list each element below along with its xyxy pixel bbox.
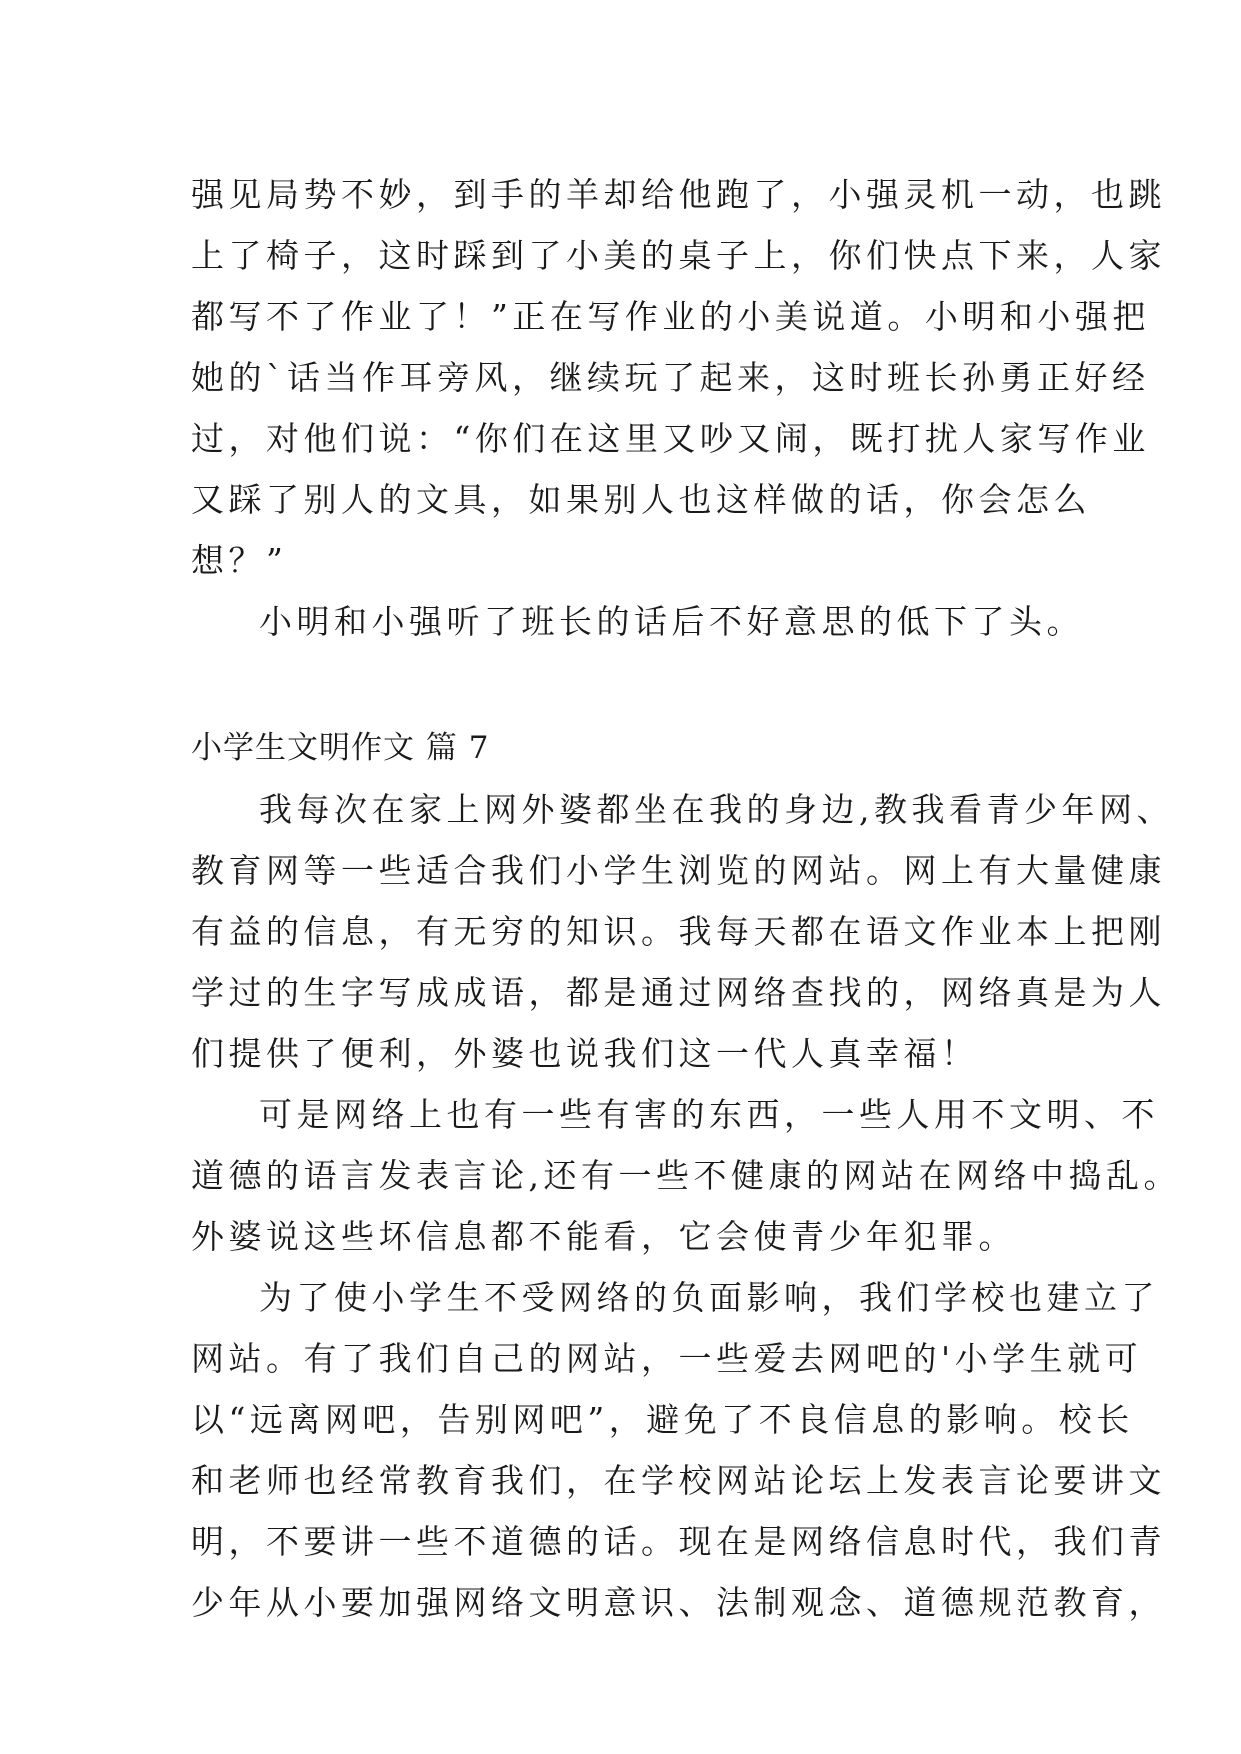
text-line: 想？”	[191, 541, 288, 580]
text-line: 网站。有了我们自己的网站，一些爱去网吧的'小学生就可	[191, 1339, 1143, 1378]
text-line: 学过的生字写成成语，都是通过网络查找的，网络真是为人	[191, 973, 1166, 1012]
text-line: 有益的信息，有无穷的知识。我每天都在语文作业本上把刚	[191, 912, 1166, 951]
section-gap	[191, 652, 1056, 718]
paragraph-closing	[191, 591, 1084, 652]
text-line: 教育网等一些适合我们小学生浏览的网站。网上有大量健康	[191, 851, 1166, 890]
paragraph-continued	[191, 164, 1166, 591]
text-line: 道德的语言发表言论,还有一些不健康的网站在网络中捣乱。	[191, 1156, 1181, 1195]
text-line: 为了使小学生不受网络的负面影响，我们学校也建立了	[259, 1278, 1159, 1317]
text-line: 和老师也经常教育我们，在学校网站论坛上发表言论要讲文	[191, 1461, 1166, 1500]
text-line: 她的`话当作耳旁风，继续玩了起来，这时班长孙勇正好经	[191, 358, 1150, 397]
text-line: 以“远离网吧，告别网吧”，避免了不良信息的影响。校长	[191, 1400, 1134, 1439]
text-line: 外婆说这些坏信息都不能看，它会使青少年犯罪。	[191, 1217, 1016, 1256]
text-line: 我每次在家上网外婆都坐在我的身边,教我看青少年网、	[259, 790, 1174, 829]
text-line: 们提供了便利，外婆也说我们这一代人真幸福！	[191, 1034, 979, 1073]
text-line: 过，对他们说：“你们在这里又吵又闹，既打扰人家写作业	[191, 419, 1150, 458]
text-line: 明，不要讲一些不道德的话。现在是网络信息时代，我们青	[191, 1522, 1166, 1561]
document-page	[191, 164, 1181, 1633]
text-line: 可是网络上也有一些有害的东西，一些人用不文明、不	[259, 1095, 1159, 1134]
paragraph-1	[191, 779, 1174, 1084]
text-line: 都写不了作业了！”正在写作业的小美说道。小明和小强把	[191, 297, 1150, 336]
text-line: 小明和小强听了班长的话后不好意思的低下了头。	[259, 602, 1084, 641]
text-line: 少年从小要加强网络文明意识、法制观念、道德规范教育，	[191, 1583, 1166, 1622]
section-title: 小学生文明作文 篇 7	[191, 730, 490, 766]
text-line: 又踩了别人的文具，如果别人也这样做的话，你会怎么	[191, 480, 1091, 519]
text-line: 上了椅子，这时踩到了小美的桌子上，你们快点下来，人家	[191, 236, 1166, 275]
paragraph-3	[191, 1267, 1166, 1633]
paragraph-2	[191, 1084, 1181, 1267]
text-line: 强见局势不妙，到手的羊却给他跑了，小强灵机一动，也跳	[191, 175, 1166, 214]
